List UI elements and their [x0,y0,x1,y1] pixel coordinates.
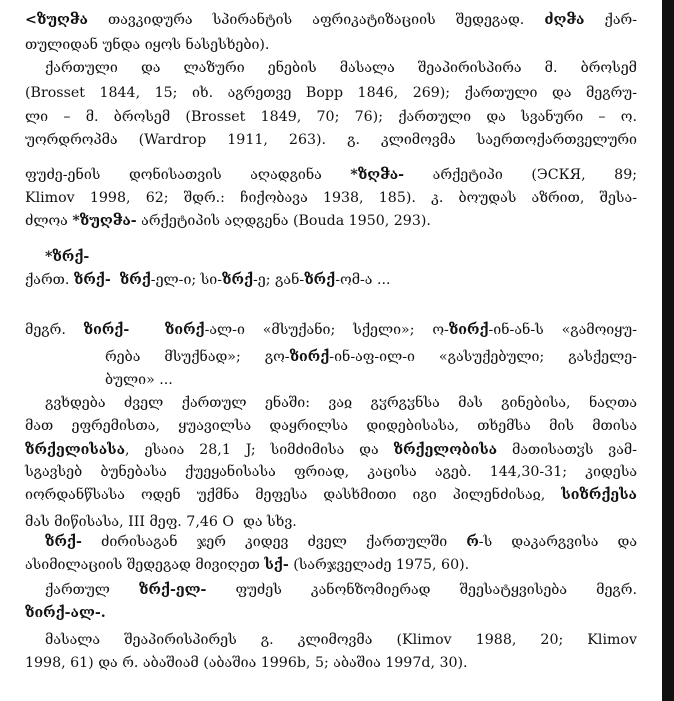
text-segment: -ალ-ი «მსუქანი; სქელი»; ო- [204,322,449,338]
text-line [45,392,637,414]
text-line [25,34,637,56]
text-segment: -ომ-ა ... [335,272,391,288]
text-line [25,602,637,624]
text-line [45,579,637,601]
bold-term: *ზღჵა- [350,167,405,183]
text-segment: ფუძეს კანონზომიერად შეესატყვისება მეგრ. [206,582,637,598]
bold-term: სიზრქესა [561,487,637,503]
text-segment: არქეტიპი (ЭСКЯ, 89; [404,167,637,183]
bold-term: ზირქ [164,322,205,338]
text-segment: -ე; გან- [253,272,305,288]
text-segment: ბული» ... [105,372,173,388]
text-segment: მას მიწისასა, III მეფ. 7,46 O და სხვ. [25,514,297,530]
bold-term: ზირქ [448,322,489,338]
text-line [25,461,637,483]
text-line [105,369,637,391]
text-segment: -ინ-ან-ს «გამოიყუ- [488,322,637,338]
text-segment: (სარჯველაძე 1975, 60). [288,557,470,573]
text-segment: არქეტიპის აღდგენა (Bouda 1950, 293). [136,213,431,229]
bold-term: ზრქ [304,272,336,288]
text-segment: სგავსებ ბუნებასა ქუეყანისასა ფრიად, კაცისა აგებ. 144,30-31; კიდესა [25,464,637,480]
text-line [25,210,637,232]
text-line [25,319,637,341]
text-segment: -ს დაკარგვისა და [478,534,637,550]
text-segment: ფუძე-ენის დონისათვის აღადგინა [25,167,351,183]
bold-term: ზირქ [289,349,330,365]
bold-term: <ზუღჵა [25,12,88,28]
text-segment: ლი – მ. ბროსემ (Brosset 1849, 70; 76); ქართული და სვანური – ო. [25,109,637,125]
text-segment: თავკიდურა სპირანტის აფრიკატიზაციის შედეგად. [87,12,545,28]
bold-term: ზრქელობისა [393,442,498,458]
text-line [25,164,637,186]
bold-term: *ზრქ- [45,249,90,265]
text-segment: ძირისაგან ჯერ კიდევ ძველ ქართულში [81,534,467,550]
text-segment: იორდანწსასა ოდენ უქმნა მეფესა დასხმითი იგი პილენძისაჲ, [25,487,562,503]
text-line [25,106,637,128]
text-segment: -ინ-აფ-ილ-ი «გასუქებული; გასქელე- [329,349,637,365]
text-segment: (Brosset 1844, 15; იხ. აგრეთვე Bopp 1846, 269); ქართული და მეგრუ- [25,85,637,101]
bold-term: სქ- [264,557,289,573]
text-segment: ქართ. [25,272,74,288]
bold-term: ზირქ-ალ-. [25,605,106,621]
text-line [25,269,637,291]
scan-edge-bar [662,0,674,701]
text-segment: ქართულ [45,582,139,598]
text-line [25,511,637,533]
text-segment: მათ ეფრემისთა, ყუავილსა დაყრილსა დიდებისასა, თხემსა მის მთისა [25,418,637,434]
text-segment: თულიდან უნდა იყოს ნასესხები). [25,37,270,53]
text-line [45,246,637,268]
text-segment: მეგრ. [25,322,84,338]
bold-term: ზრქ- [73,272,111,288]
bold-term: *ზუღჵა- [72,213,137,229]
bold-term: ზრქ [222,272,254,288]
bold-term: ზრქელისასა [25,442,126,458]
text-line [25,82,637,104]
text-line [25,554,637,576]
bold-term: ზირქ- [83,322,130,338]
bold-term: ზრქ [119,272,151,288]
text-segment: 1998, 61) და რ. აბაშიამ (აბაშია 1996b, 5; აბაშია 1997d, 30). [25,655,468,671]
text-segment: Klimov 1998, 62; შდრ.: ჩიქობავა 1938, 185). კ. ბოუდას აზრით, შესა- [25,190,637,206]
text-segment: გვხდება ძველ ქართულ ენაში: ვაჲ გჳრგჳნსა მას გინებისა, ნაღთა [45,395,637,411]
bold-term: ზრქ-ელ- [138,582,207,598]
text-segment: მათისათჳს ვამ- [497,442,637,458]
text-segment: ასიმილაციის შედეგად მივიღეთ [25,557,265,573]
bold-term: რ [466,534,479,550]
text-segment [129,322,165,338]
text-line [25,439,637,461]
text-line [25,187,637,209]
text-line [25,129,637,151]
text-segment: ქარ- [584,12,637,28]
text-segment: -ელ-ი; სი- [150,272,223,288]
text-line [25,652,637,674]
text-line [25,484,637,506]
text-line [45,531,637,553]
text-segment: ძლოა [25,213,73,229]
text-segment: , ესაია 28,1 J; სიმძიმისა და [125,442,394,458]
bold-term: ზრქ- [45,534,82,550]
text-line [25,415,637,437]
text-segment: ქართული და ლაზური ენების მასალა შეაპირისპირა მ. ბროსემ [45,60,637,76]
text-segment: რება მსუქნად»; გო- [105,349,290,365]
text-segment: მასალა შეაპირისპირეს გ. კლიმოვმა (Klimov 1988, 20; Klimov [45,632,637,648]
bold-term: ძღჵა [544,12,585,28]
text-line [105,346,637,368]
text-line [25,9,637,31]
text-line [45,57,637,79]
text-segment [111,272,120,288]
text-segment: უორდროპმა (Wardrop 1911, 263). გ. კლიმოვმა საერთოქართველური [25,132,637,148]
text-line [45,629,637,651]
